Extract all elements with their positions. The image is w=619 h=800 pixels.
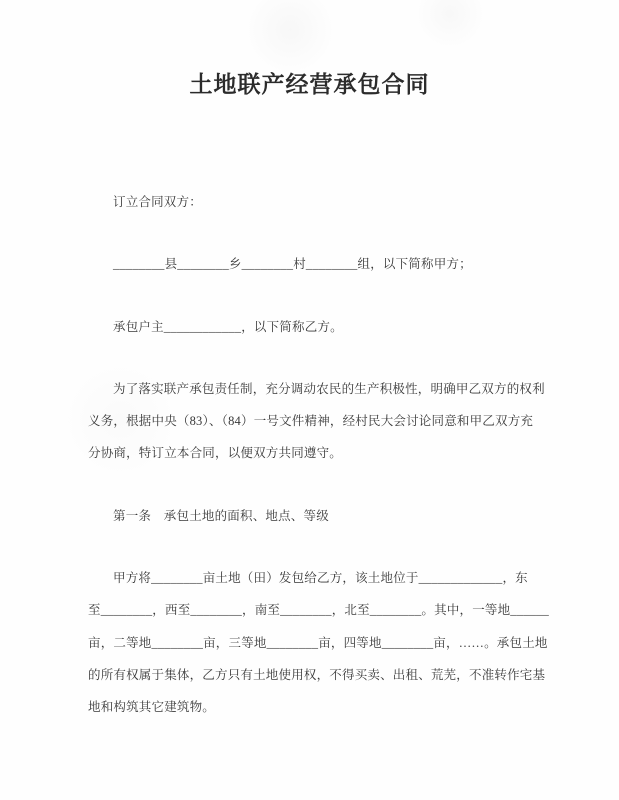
text-line: 为了落实联产承包责任制，充分调动农民的生产积极性，明确甲乙双方的权利 [113,381,545,396]
text-line: 至________，西至________，南至________，北至________。其中，一等地______ [88,603,550,618]
paragraph-preamble [88,373,545,470]
text-line: 亩，二等地________亩，三等地________亩，四等地________亩，……。承包土地 [88,635,548,650]
text-line: 订立合同双方： [113,195,202,209]
text-line: 地和构筑其它建筑物。 [88,700,216,715]
paragraph-parties-intro [88,186,534,218]
text-line: 承包户主____________，以下简称乙方。 [113,319,343,334]
document-title: 土地联产经营承包合同 [189,72,430,97]
text-line: ________县________乡________村________组，以下简称甲方； [113,257,472,272]
paragraph-party-b [88,311,534,343]
text-line: 甲方将________亩土地（田）发包给乙方，该土地位于_____________，东 [113,571,528,586]
text-line: 第一条 承包土地的面积、地点、等级 [113,508,329,523]
paragraph-party-a [88,248,534,280]
text-line: 的所有权属于集体，乙方只有土地使用权，不得买卖、出租、荒芜，不准转作宅基 [88,667,546,682]
paragraph-article-1-body [88,562,550,723]
text-line: 义务，根据中央（83）、（84）一号文件精神，经村民大会讨论同意和甲乙双方充 [88,414,534,429]
article-1-heading [88,500,534,532]
document-body [88,186,550,754]
text-line: 分协商，特订立本合同，以便双方共同遵守。 [88,446,343,461]
